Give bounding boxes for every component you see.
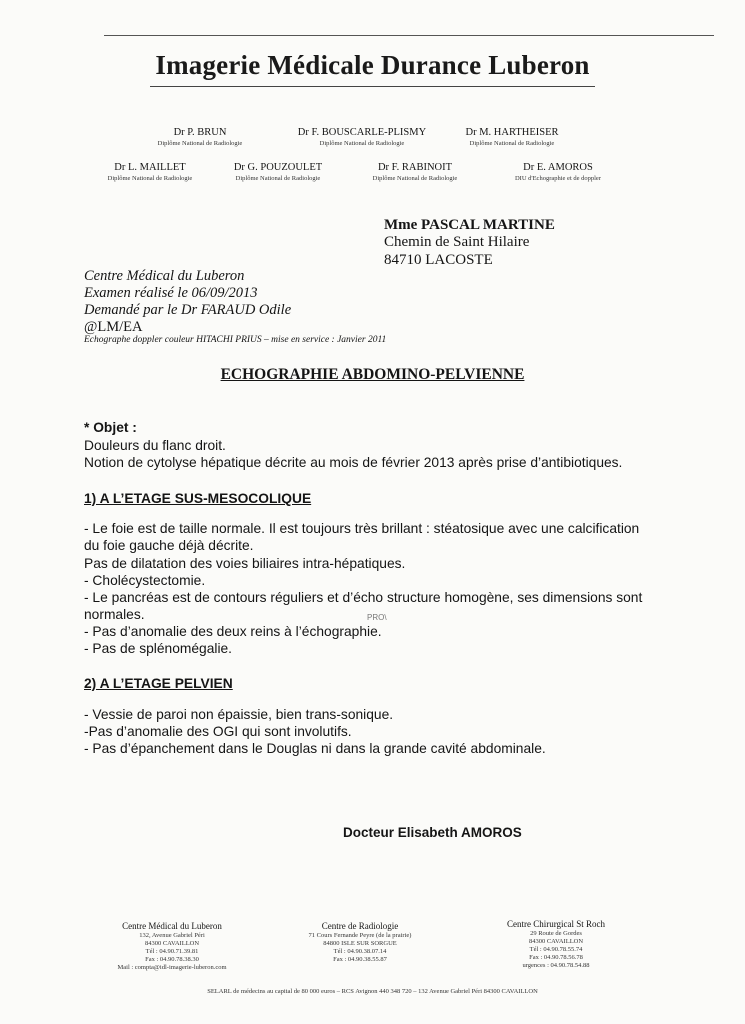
footer-center-line: 84300 CAVAILLON (528, 938, 584, 945)
footer-center-line: 132, Avenue Gabriel Péri (139, 932, 205, 939)
section1-line: - Pas d’anomalie des deux reins à l’échographie. (84, 624, 382, 639)
doctor-card (335, 162, 495, 183)
footer-center-line: 84300 CAVAILLON (144, 940, 200, 947)
footer-center-line: Tél : 04.90.78.55.74 (529, 946, 583, 953)
doctor-name: Dr L. MAILLET (114, 162, 186, 173)
patient-name: Mme PASCAL MARTINE (384, 217, 555, 233)
doctor-name: Dr F. BOUSCARLE-PLISMY (297, 127, 427, 138)
doctor-card (478, 162, 638, 183)
footer-center-line: Fax : 04.90.78.38.30 (145, 956, 199, 963)
exam-date: Examen réalisé le 06/09/2013 (84, 285, 258, 301)
section2-line: - Vessie de paroi non épaissie, bien trans-sonique. (84, 707, 394, 722)
doctor-name: Dr F. RABINOIT (377, 162, 453, 173)
footer-legal: SELARL de médecins au capital de 80 000 euros – RCS Avignon 440 348 720 – 132 Avenue Gabriel Péri 84300 CAVAILLON (207, 988, 538, 995)
patient-address-line2: 84710 LACOSTE (384, 252, 493, 268)
section1-line: - Pas de splénomégalie. (84, 641, 233, 656)
brand-underline (150, 86, 595, 87)
footer-center-line: Fax : 04.90.78.56.78 (529, 954, 583, 961)
doctor-card (198, 162, 358, 183)
signature-name: Docteur Elisabeth AMOROS (343, 825, 522, 840)
exam-reference: @LM/EA (84, 319, 143, 335)
footer-center-line: 29 Route de Gordes (530, 930, 582, 937)
doctor-diploma: Diplôme National de Radiologie (107, 175, 193, 182)
patient-address-line1: Chemin de Saint Hilaire (384, 234, 530, 250)
section2-title: 2) A L’ETAGE PELVIEN (84, 676, 233, 691)
objet-line: Notion de cytolyse hépatique décrite au mois de février 2013 après prise d’antibiotiques. (84, 455, 623, 470)
report-title (0, 366, 745, 384)
footer-center-line: urgences : 04.90.78.54.88 (522, 962, 590, 969)
footer-mail: Mail : compta@idl-imagerie-luberon.com (117, 964, 227, 971)
footer-center-name: Centre de Radiologie (321, 921, 399, 931)
section1-line: - Le foie est de taille normale. Il est toujours très brillant : stéatosique avec une calcification (84, 521, 640, 536)
doctor-diploma: Diplôme National de Radiologie (235, 175, 321, 182)
exam-equipment: Echographe doppler couleur HITACHI PRIUS – mise en service : Janvier 2011 (84, 335, 387, 345)
footer-center-line: 71 Cours Fernande Peyre (de la prairie) (308, 932, 412, 939)
footer-center-line: 84800 ISLE SUR SORGUE (323, 940, 397, 947)
section2-line: -Pas d’anomalie des OGI qui sont involutifs. (84, 724, 352, 739)
report-title-text: ECHOGRAPHIE ABDOMINO-PELVIENNE (220, 366, 525, 383)
doctor-card (432, 127, 592, 148)
objet-label: * Objet : (84, 420, 137, 435)
footer-center-line: Tél : 04.90.71.39.81 (145, 948, 199, 955)
footer-center (270, 920, 450, 964)
section1-line: normales. (84, 607, 145, 622)
footer-center-line: Fax : 04.90.38.55.87 (333, 956, 387, 963)
section1-line: Pas de dilatation des voies biliaires intra-hépatiques. (84, 556, 406, 571)
doctor-name: Dr G. POUZOULET (233, 162, 323, 173)
section2-line: - Pas d’épanchement dans le Douglas ni dans la grande cavité abdominale. (84, 741, 546, 756)
exam-center: Centre Médical du Luberon (84, 268, 245, 284)
doctor-name: Dr M. HARTHEISER (465, 127, 559, 138)
section1-title: 1) A L’ETAGE SUS-MESOCOLIQUE (84, 491, 312, 506)
footer-center-name: Centre Médical du Luberon (122, 921, 222, 931)
brand-title: Imagerie Médicale Durance Luberon (155, 50, 590, 80)
doctor-diploma: Diplôme National de Radiologie (319, 140, 405, 147)
doctor-diploma: Diplôme National de Radiologie (157, 140, 243, 147)
footer-center-line: Tél : 04.90.38.07.14 (333, 948, 387, 955)
section1-line: - Cholécystectomie. (84, 573, 206, 588)
footer-center-name: Centre Chirurgical St Roch (506, 919, 606, 929)
doctor-diploma: Diplôme National de Radiologie (469, 140, 555, 147)
footer-center (466, 918, 646, 970)
exam-requested-by: Demandé par le Dr FARAUD Odile (84, 302, 292, 318)
faint-stamp: PRO\ (367, 613, 387, 622)
doctor-diploma: DIU d'Echographie et de doppler (514, 175, 601, 182)
doctor-diploma: Diplôme National de Radiologie (372, 175, 458, 182)
doctor-card (120, 127, 280, 148)
doctor-name: Dr E. AMOROS (523, 162, 593, 173)
doctor-name: Dr P. BRUN (173, 127, 227, 138)
footer-center (82, 920, 262, 972)
section1-line: - Le pancréas est de contours réguliers et d’écho structure homogène, ses dimensions sont (84, 590, 643, 605)
top-rule (104, 35, 714, 36)
section1-line: du foie gauche déjà décrite. (84, 538, 254, 553)
objet-line: Douleurs du flanc droit. (84, 438, 226, 453)
doctor-card (282, 127, 442, 148)
